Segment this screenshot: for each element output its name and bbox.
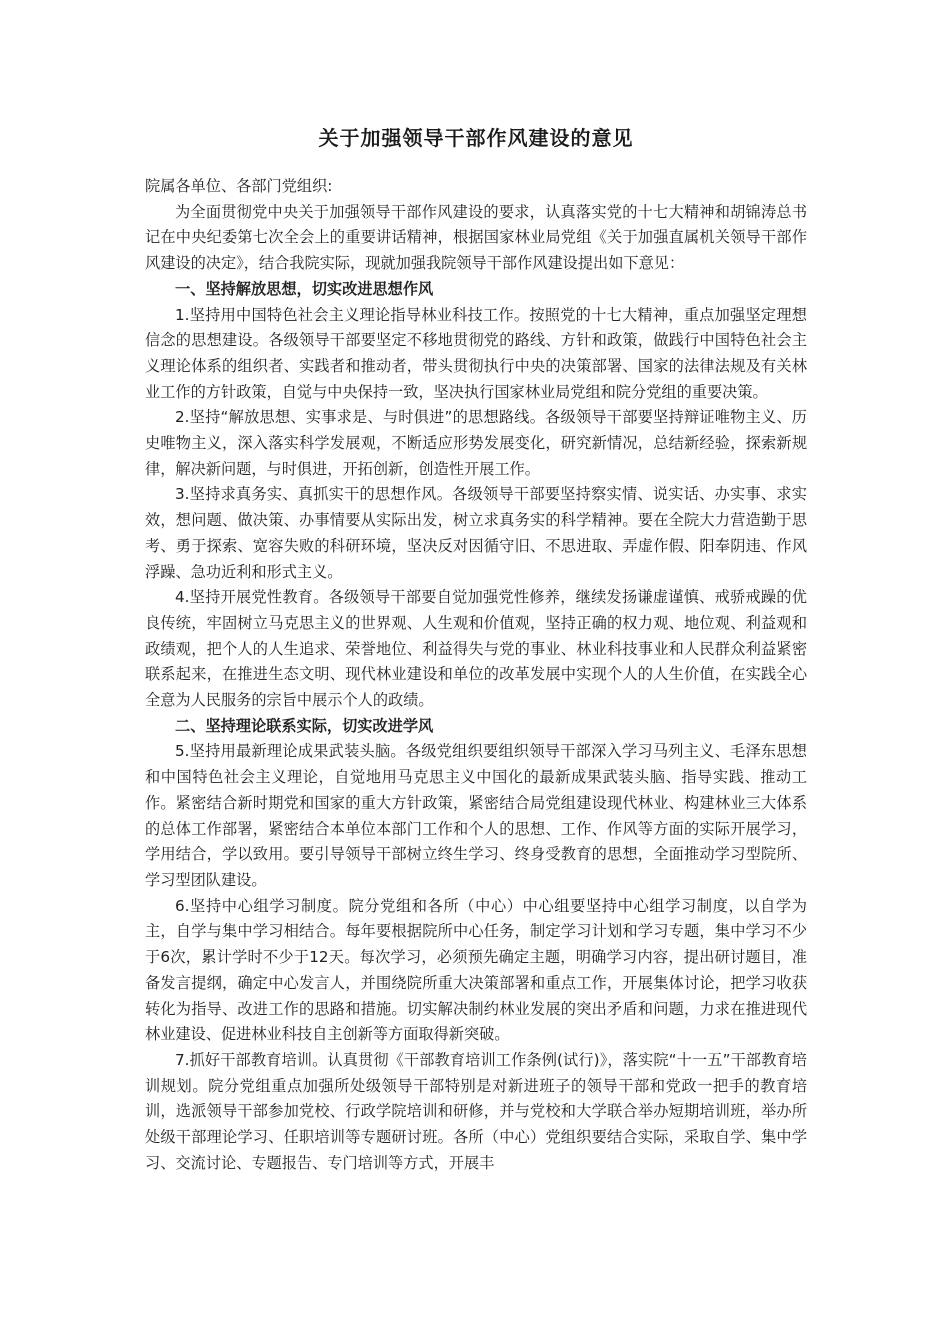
salutation: 院属各单位、各部门党组织: bbox=[145, 177, 333, 195]
document-title: 关于加强领导干部作风建设的意见 bbox=[318, 126, 634, 150]
paragraph-2: 2.坚持“解放思想、实事求是、与时俱进”的思想路线。各级领导干部要坚持辩证唯物主义、历史唯物主义，深入落实科学发展观，不断适应形势发展变化，研究新情况，总结新经验，探索新规律，解决新问题，与时俱进，开拓创新，创造性开展工作。 bbox=[145, 408, 807, 478]
intro-paragraph: 为全面贯彻党中央关于加强领导干部作风建设的要求，认真落实党的十七大精神和胡锦涛总书记在中央纪委第七次全会上的重要讲话精神，根据国家林业局党组《关于加强直属机关领导干部作风建设的决定》，结合我院实际，现就加强我院领导干部作风建设提出如下意见： bbox=[145, 202, 807, 273]
section-heading-2: 二、坚持理论联系实际，切实改进学风 bbox=[175, 716, 434, 735]
paragraph-4: 4.坚持开展党性教育。各级领导干部要自觉加强党性修养，继续发扬谦虚谨慎、戒骄戒躁的优良传统，牢固树立马克思主义的世界观、人生观和价值观，坚持正确的权力观、地位观、利益观和政绩观，把个人的人生追求、荣誉地位、利益得失与党的事业、林业科技事业和人民群众利益紧密联系起来，在推进生态文明、现代林业建设和单位的改革发展中实现个人的人生价值，在实践全心全意为人民服务的宗旨中展示个人的政绩。 bbox=[145, 588, 807, 710]
paragraph-1: 1.坚持用中国特色社会主义理论指导林业科技工作。按照党的十七大精神，重点加强坚定理想信念的思想建设。各级领导干部要坚定不移地贯彻党的路线、方针和政策，做践行中国特色社会主义理论体系的组织者、实践者和推动者，带头贯彻执行中央的决策部署、国家的法律法规及有关林业工作的方针政策，自觉与中央保持一致，坚决执行国家林业局党组和院分党组的重要决策。 bbox=[145, 305, 807, 401]
paragraph-5: 5.坚持用最新理论成果武装头脑。各级党组织要组织领导干部深入学习马列主义、毛泽东思想和中国特色社会主义理论，自觉地用马克思主义中国化的最新成果武装头脑、指导实践、推动工作。紧密结合新时期党和国家的重大方针政策，紧密结合局党组建设现代林业、构建林业三大体系的总体工作部署，紧密结合本单位本部门工作和个人的思想、工作、作风等方面的实际开展学习，学用结合，学以致用。要引导领导干部树立终生学习、终身受教育的思想，全面推动学习型院所、学习型团队建设。 bbox=[145, 742, 807, 889]
paragraph-6: 6.坚持中心组学习制度。院分党组和各所（中心）中心组要坚持中心组学习制度，以自学为主，自学与集中学习相结合。每年要根据院所中心任务，制定学习计划和学习专题，集中学习不少于6次，累计学时不少于12天。每次学习，必须预先确定主题，明确学习内容，提出研讨题目，准备发言提纲，确定中心发言人，并围绕院所重大决策部署和重点工作，开展集体讨论，把学习收获转化为指导、改进工作的思路和措施。切实解决制约林业发展的突出矛盾和问题，力求在推进现代林业建设、促进林业科技自主创新等方面取得新突破。 bbox=[145, 896, 807, 1044]
paragraph-7: 7.抓好干部教育培训。认真贯彻《干部教育培训工作条例(试行)》，落实院“十一五”干部教育培训规划。院分党组重点加强所处级领导干部特别是对新进班子的领导干部和党政一把手的教育培训，选派领导干部参加党校、行政学院培训和研修，并与党校和大学联合举办短期培训班，举办所处级干部理论学习、任职培训等专题研讨班。各所（中心）党组织要结合实际，采取自学、集中学习、交流讨论、专题报告、专门培训等方式，开展丰 bbox=[145, 1050, 807, 1172]
section-heading-1: 一、坚持解放思想，切实改进思想作风 bbox=[175, 279, 434, 298]
paragraph-3: 3.坚持求真务实、真抓实干的思想作风。各级领导干部要坚持察实情、说实话、办实事、求实效，想问题、做决策、办事情要从实际出发，树立求真务实的科学精神。要在全院大力营造勤于思考、勇于探索、宽容失败的科研环境，坚决反对因循守旧、不思进取、弄虚作假、阳奉阴违、作风浮躁、急功近利和形式主义。 bbox=[145, 485, 807, 581]
document-page bbox=[145, 122, 807, 1176]
